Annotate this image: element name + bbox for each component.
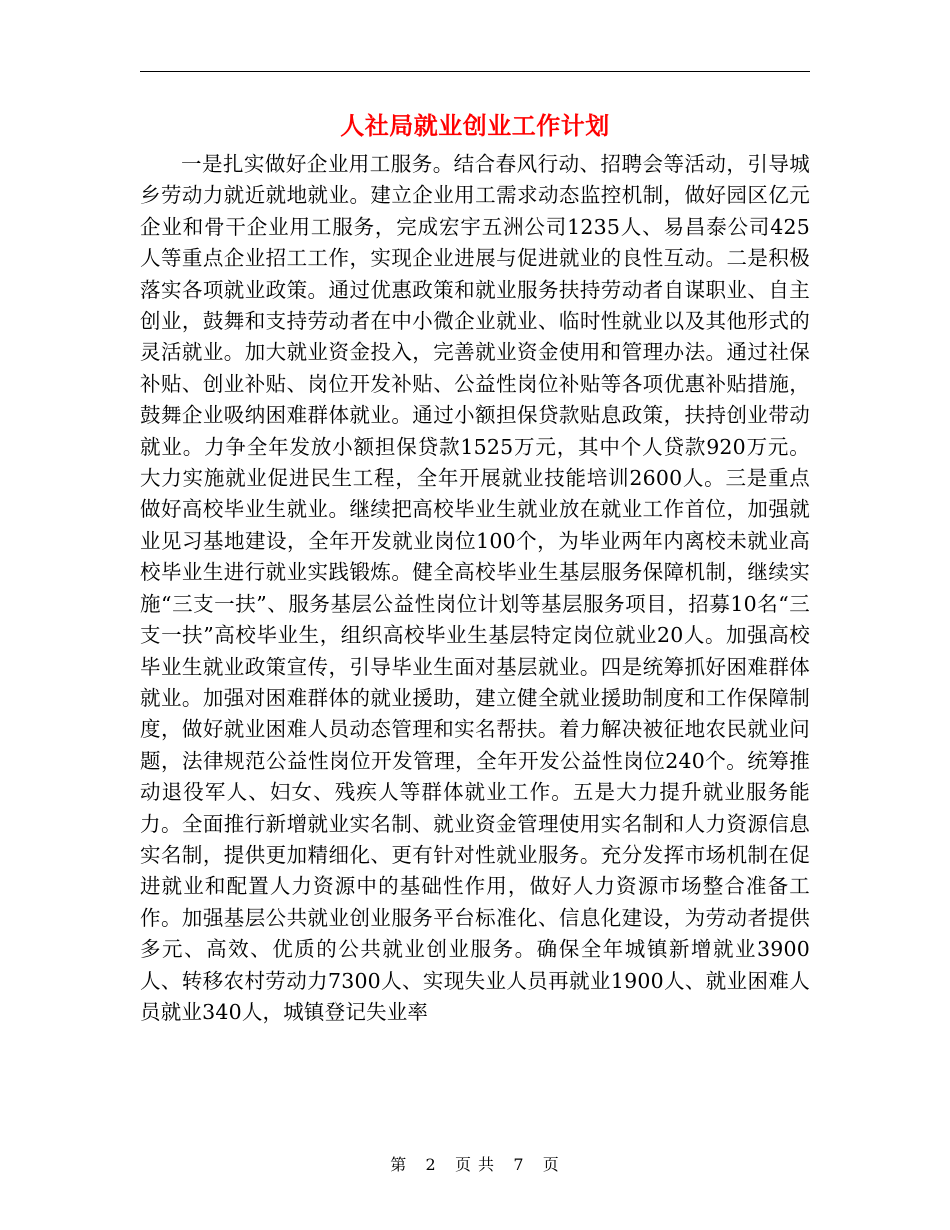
body-paragraph: 一是扎实做好企业用工服务。结合春风行动、招聘会等活动，引导城乡劳动力就近就地就业。建立企业用工需求动态监控机制，做好园区亿元企业和骨干企业用工服务，完成宏宇五洲公司1235人、易昌泰公司425人等重点企业招工工作，实现企业进展与促进就业的良性互动。二是积极落实各项就业政策。通过优惠政策和就业服务扶持劳动者自谋职业、自主创业，鼓舞和支持劳动者在中小微企业就业、临时性就业以及其他形式的灵活就业。加大就业资金投入，完善就业资金使用和管理办法。通过社保补贴、创业补贴、岗位开发补贴、公益性岗位补贴等各项优惠补贴措施，鼓舞企业吸纳困难群体就业。通过小额担保贷款贴息政策，扶持创业带动就业。力争全年发放小额担保贷款1525万元，其中个人贷款920万元。大力实施就业促进民生工程，全年开展就业技能培训2600人。三是重点做好高校毕业生就业。继续把高校毕业生就业放在就业工作首位，加强就业见习基地建设，全年开发就业岗位100个，为毕业两年内离校未就业高校毕业生进行就业实践锻炼。健全高校毕业生基层服务保障机制，继续实施“三支一扶”、服务基层公益性岗位计划等基层服务项目，招募10名“三支一扶”高校毕业生，组织高校毕业生基层特定岗位就业20人。加强高校毕业生就业政策宣传，引导毕业生面对基层就业。四是统筹抓好困难群体就业。加强对困难群体的就业援助，建立健全就业援助制度和工作保障制度，做好就业困难人员动态管理和实名帮扶。着力解决被征地农民就业问题，法律规范公益性岗位开发管理，全年开发公益性岗位240个。统筹推动退役军人、妇女、残疾人等群体就业工作。五是大力提升就业服务能力。全面推行新增就业实名制、就业资金管理使用实名制和人力资源信息实名制，提供更加精细化、更有针对性就业服务。充分发挥市场机制在促进就业和配置人力资源中的基础性作用，做好人力资源市场整合准备工作。加强基层公共就业创业服务平台标准化、信息化建设，为劳动者提供多元、高效、优质的公共就业创业服务。确保全年城镇新增就业3900人、转移农村劳动力7300人、实现失业人员再就业1900人、就业困难人员就业340人，城镇登记失业率 bbox=[140, 152, 810, 1024]
footer-prefix: 第 bbox=[390, 1155, 408, 1174]
document-title: 人社局就业创业工作计划 bbox=[340, 111, 610, 140]
footer-mid: 页 共 bbox=[454, 1155, 496, 1174]
page-footer bbox=[140, 1153, 810, 1177]
footer-suffix: 页 bbox=[542, 1155, 560, 1174]
footer-current-page: 2 bbox=[425, 1155, 437, 1174]
footer-total-pages: 7 bbox=[513, 1155, 525, 1174]
header-rule bbox=[140, 71, 810, 72]
